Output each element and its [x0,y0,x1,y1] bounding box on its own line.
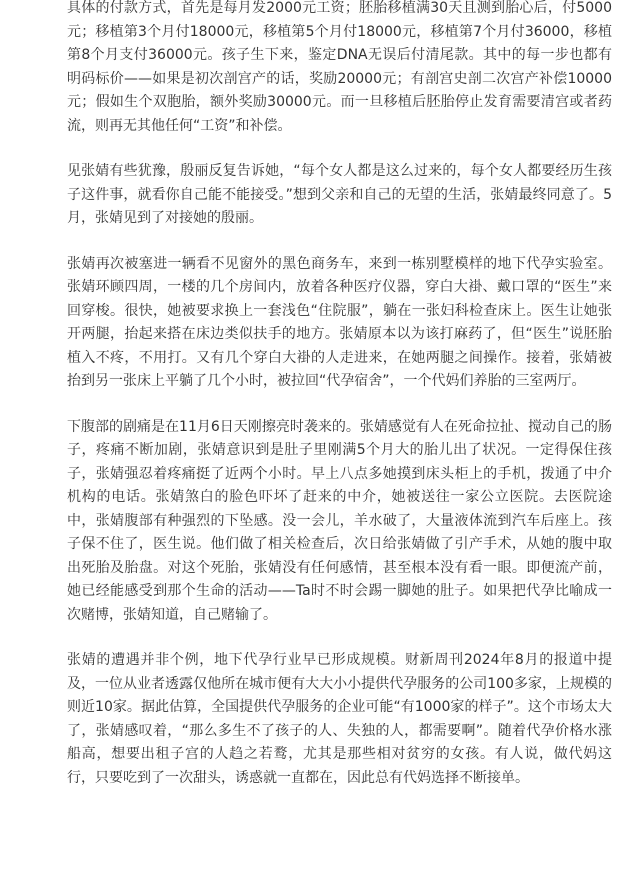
article-paragraph: 见张婧有些犹豫，殷丽反复告诉她，“每个女人都是这么过来的，每个女人都要经历生孩子这件事，就看你自己能不能接受。”想到父亲和自己的无望的生活，张婧最终同意了。5月，张婧见到了对接她的殷丽。 [67,163,612,226]
article-paragraph: 张婧再次被塞进一辆看不见窗外的黑色商务车，来到一栋别墅模样的地下代孕实验室。张婧环顾四周，一楼的几个房间内，放着各种医疗仪器，穿白大褂、戴口罩的“医生”来回穿梭。很快，她被要求换上一套浅色“住院服”，躺在一张妇科检查床上。医生让她张开两腿，抬起来搭在床边类似扶手的地方。张婧原本以为该打麻药了，但“医生”说胚胎植入不疼，不用打。又有几个穿白大褂的人走进来，在她两腿之间操作。接着，张婧被抬到另一张床上平躺了几个小时，被拉回“代孕宿舍”，一个代妈们养胎的三室两厅。 [67,255,612,389]
article-body [67,0,612,812]
article-paragraph: 下腹部的剧痛是在11月6日天刚擦亮时袭来的。张婧感觉有人在死命拉扯、搅动自己的肠子，疼痛不断加剧，张婧意识到是肚子里刚满5个月大的胎儿出了状况。一定得保住孩子，张婧强忍着疼痛挺了近两个小时。早上八点多她摸到床头柜上的手机，拨通了中介机构的电话。张婧煞白的脸色吓坏了赶来的中介，她被送往一家公立医院。去医院途中，张婧腹部有种强烈的下坠感。没一会儿，羊水破了，大量液体流到汽车后座上。孩子保不住了，医生说。他们做了相关检查后，次日给张婧做了引产手术，从她的腹中取出死胎及胎盘。对这个死胎，张婧没有任何感情，甚至根本没有看一眼。即便流产前，她已经能感受到那个生命的活动——Ta时不时会踢一脚她的肚子。如果把代孕比喻成一次赌博，张婧知道，自己赌输了。 [67,418,612,623]
article-paragraph: 具体的付款方式，首先是每月发2000元工资；胚胎移植满30天且测到胎心后，付5000元；移植第3个月付18000元，移植第5个月付18000元，移植第7个月付36000，移植第8个月支付36000元。孩子生下来，鉴定DNA无误后付清尾款。其中的每一步也都有明码标价——如果是初次剖宫产的话，奖励20000元；有剖宫史剖二次宫产补偿10000元；假如生个双胞胎，额外奖励30000元。而一旦移植后胚胎停止发育需要清宫或者药流，则再无其他任何“工资”和补偿。 [67,0,612,134]
article-paragraph: 张婧的遭遇并非个例，地下代孕行业早已形成规模。财新周刊2024年8月的报道中提及，一位从业者透露仅他所在城市便有大大小小提供代孕服务的公司100多家，上规模的则近10家。据此估算，全国提供代孕服务的企业可能“有1000家的样子”。这个市场太大了，张婧感叹着，“那么多生不了孩子的人、失独的人，都需要啊”。随着代孕价格水涨船高，想要出租子宫的人趋之若鹜，尤其是那些相对贫穷的女孩。有人说，做代妈这行，只要吃到了一次甜头，诱惑就一直都在，因此总有代妈选择不断接单。 [67,652,612,786]
